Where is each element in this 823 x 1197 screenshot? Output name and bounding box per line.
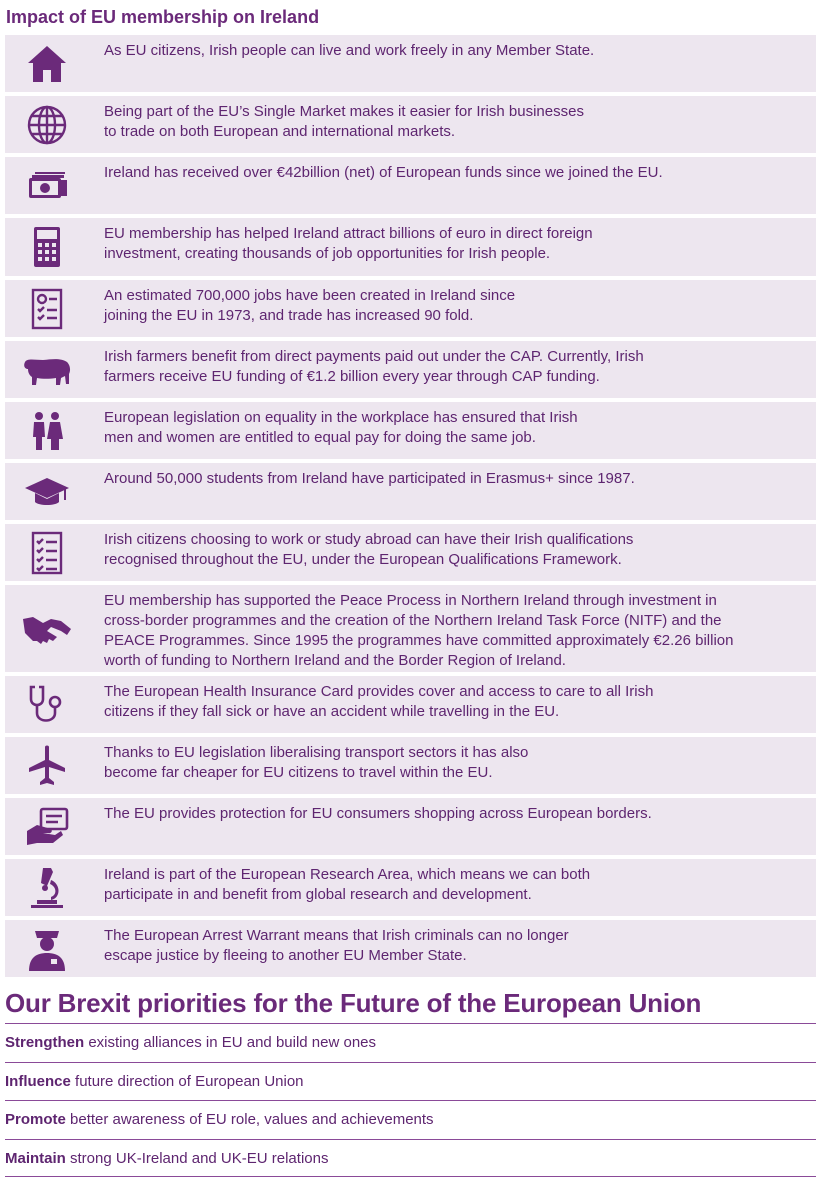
impact-item-transport [5, 737, 816, 794]
impact-text: EU membership has supported the Peace Process in Northern Ireland through investment in cross-border programmes and the creation of the Northern Ireland Task Force (NITF) and the PEACE Programmes. Since 1995 the programmes have committed approximately €2.26 billion worth of funding to Northern Ireland and the Border Region of Ireland. [104, 592, 734, 669]
stethoscope-icon [5, 676, 89, 733]
money-stack-icon [5, 157, 89, 214]
graduation-cap-icon [5, 463, 89, 520]
priority-item [5, 1062, 816, 1101]
impact-text: Irish citizens choosing to work or study abroad can have their Irish qualifications recognised throughout the EU, under the European Qualifications Framework. [104, 531, 634, 568]
impact-item-eu-funds [5, 157, 816, 214]
priorities-title: Our Brexit priorities for the Future of the European Union [5, 988, 702, 1018]
report-chart-icon [5, 280, 89, 337]
impact-text: Irish farmers benefit from direct payments paid out under the CAP. Currently, Irish farmers receive EU funding of €1.2 billion every year through CAP funding. [104, 348, 644, 385]
impact-list [5, 35, 816, 981]
impact-text: Around 50,000 students from Ireland have participated in Erasmus+ since 1987. [104, 470, 635, 487]
impact-item-single-market [5, 96, 816, 153]
impact-text: An estimated 700,000 jobs have been created in Ireland since joining the EU in 1973, and trade has increased 90 fold. [104, 287, 516, 324]
impact-text: Ireland has received over €42billion (net) of European funds since we joined the EU. [104, 164, 663, 181]
priority-text: future direction of European Union [70, 1072, 304, 1090]
priority-text: existing alliances in EU and build new ones [84, 1034, 377, 1051]
cow-icon [5, 341, 89, 398]
impact-item-research [5, 859, 816, 916]
priority-item [5, 1139, 816, 1178]
man-woman-icon [5, 402, 89, 459]
impact-text: Thanks to EU legislation liberalising transport sectors it has also become far cheaper for EU citizens to travel within the EU. [104, 744, 529, 781]
airplane-icon [5, 737, 89, 794]
impact-item-erasmus [5, 463, 816, 520]
card-payment-icon [5, 798, 89, 855]
priority-keyword: Strengthen [5, 1034, 85, 1051]
impact-text: The EU provides protection for EU consumers shopping across European borders. [104, 805, 652, 822]
globe-icon [5, 96, 89, 153]
priority-text: better awareness of EU role, values and achievements [65, 1111, 434, 1128]
impact-item-investment [5, 218, 816, 276]
impact-text: The European Arrest Warrant means that Irish criminals can no longer escape justice by fleeing to another EU Member State. [104, 927, 569, 964]
priority-text: strong UK-Ireland and UK-EU relations [65, 1149, 329, 1167]
calculator-icon [5, 218, 89, 276]
police-officer-icon [5, 920, 89, 977]
impact-text: As EU citizens, Irish people can live and work freely in any Member State. [104, 42, 595, 59]
impact-text: Ireland is part of the European Research Area, which means we can both participate in and benefit from global research and development. [104, 866, 591, 903]
impact-item-consumers [5, 798, 816, 855]
priority-item [5, 1100, 816, 1139]
impact-text: EU membership has helped Ireland attract billions of euro in direct foreign investment, creating thousands of job opportunities for Irish people. [104, 225, 593, 262]
impact-item-farmers [5, 341, 816, 398]
house-icon [5, 35, 89, 92]
priorities-list [5, 1023, 816, 1177]
impact-item-arrest-warrant [5, 920, 816, 977]
priority-item [5, 1023, 816, 1062]
impact-item-equality [5, 402, 816, 459]
priority-keyword: Promote [5, 1111, 66, 1128]
checklist-icon [5, 524, 89, 581]
impact-item-qualifications [5, 524, 816, 581]
impact-item-peace-process [5, 585, 816, 672]
impact-text: The European Health Insurance Card provides cover and access to care to all Irish citizens if they fall sick or have an accident while travelling in the EU. [104, 683, 654, 720]
impact-text: Being part of the EU’s Single Market makes it easier for Irish businesses to trade on both European and international markets. [104, 103, 584, 140]
impact-item-health-card [5, 676, 816, 733]
handshake-icon [5, 585, 89, 672]
priority-keyword: Maintain [5, 1149, 66, 1167]
microscope-icon [5, 859, 89, 916]
priority-keyword: Influence [5, 1072, 71, 1090]
impact-item-jobs [5, 280, 816, 337]
impact-item-live-work [5, 35, 816, 92]
impact-text: European legislation on equality in the workplace has ensured that Irish men and women are entitled to equal pay for doing the same job. [104, 409, 578, 446]
page-title: Impact of EU membership on Ireland [6, 7, 320, 27]
